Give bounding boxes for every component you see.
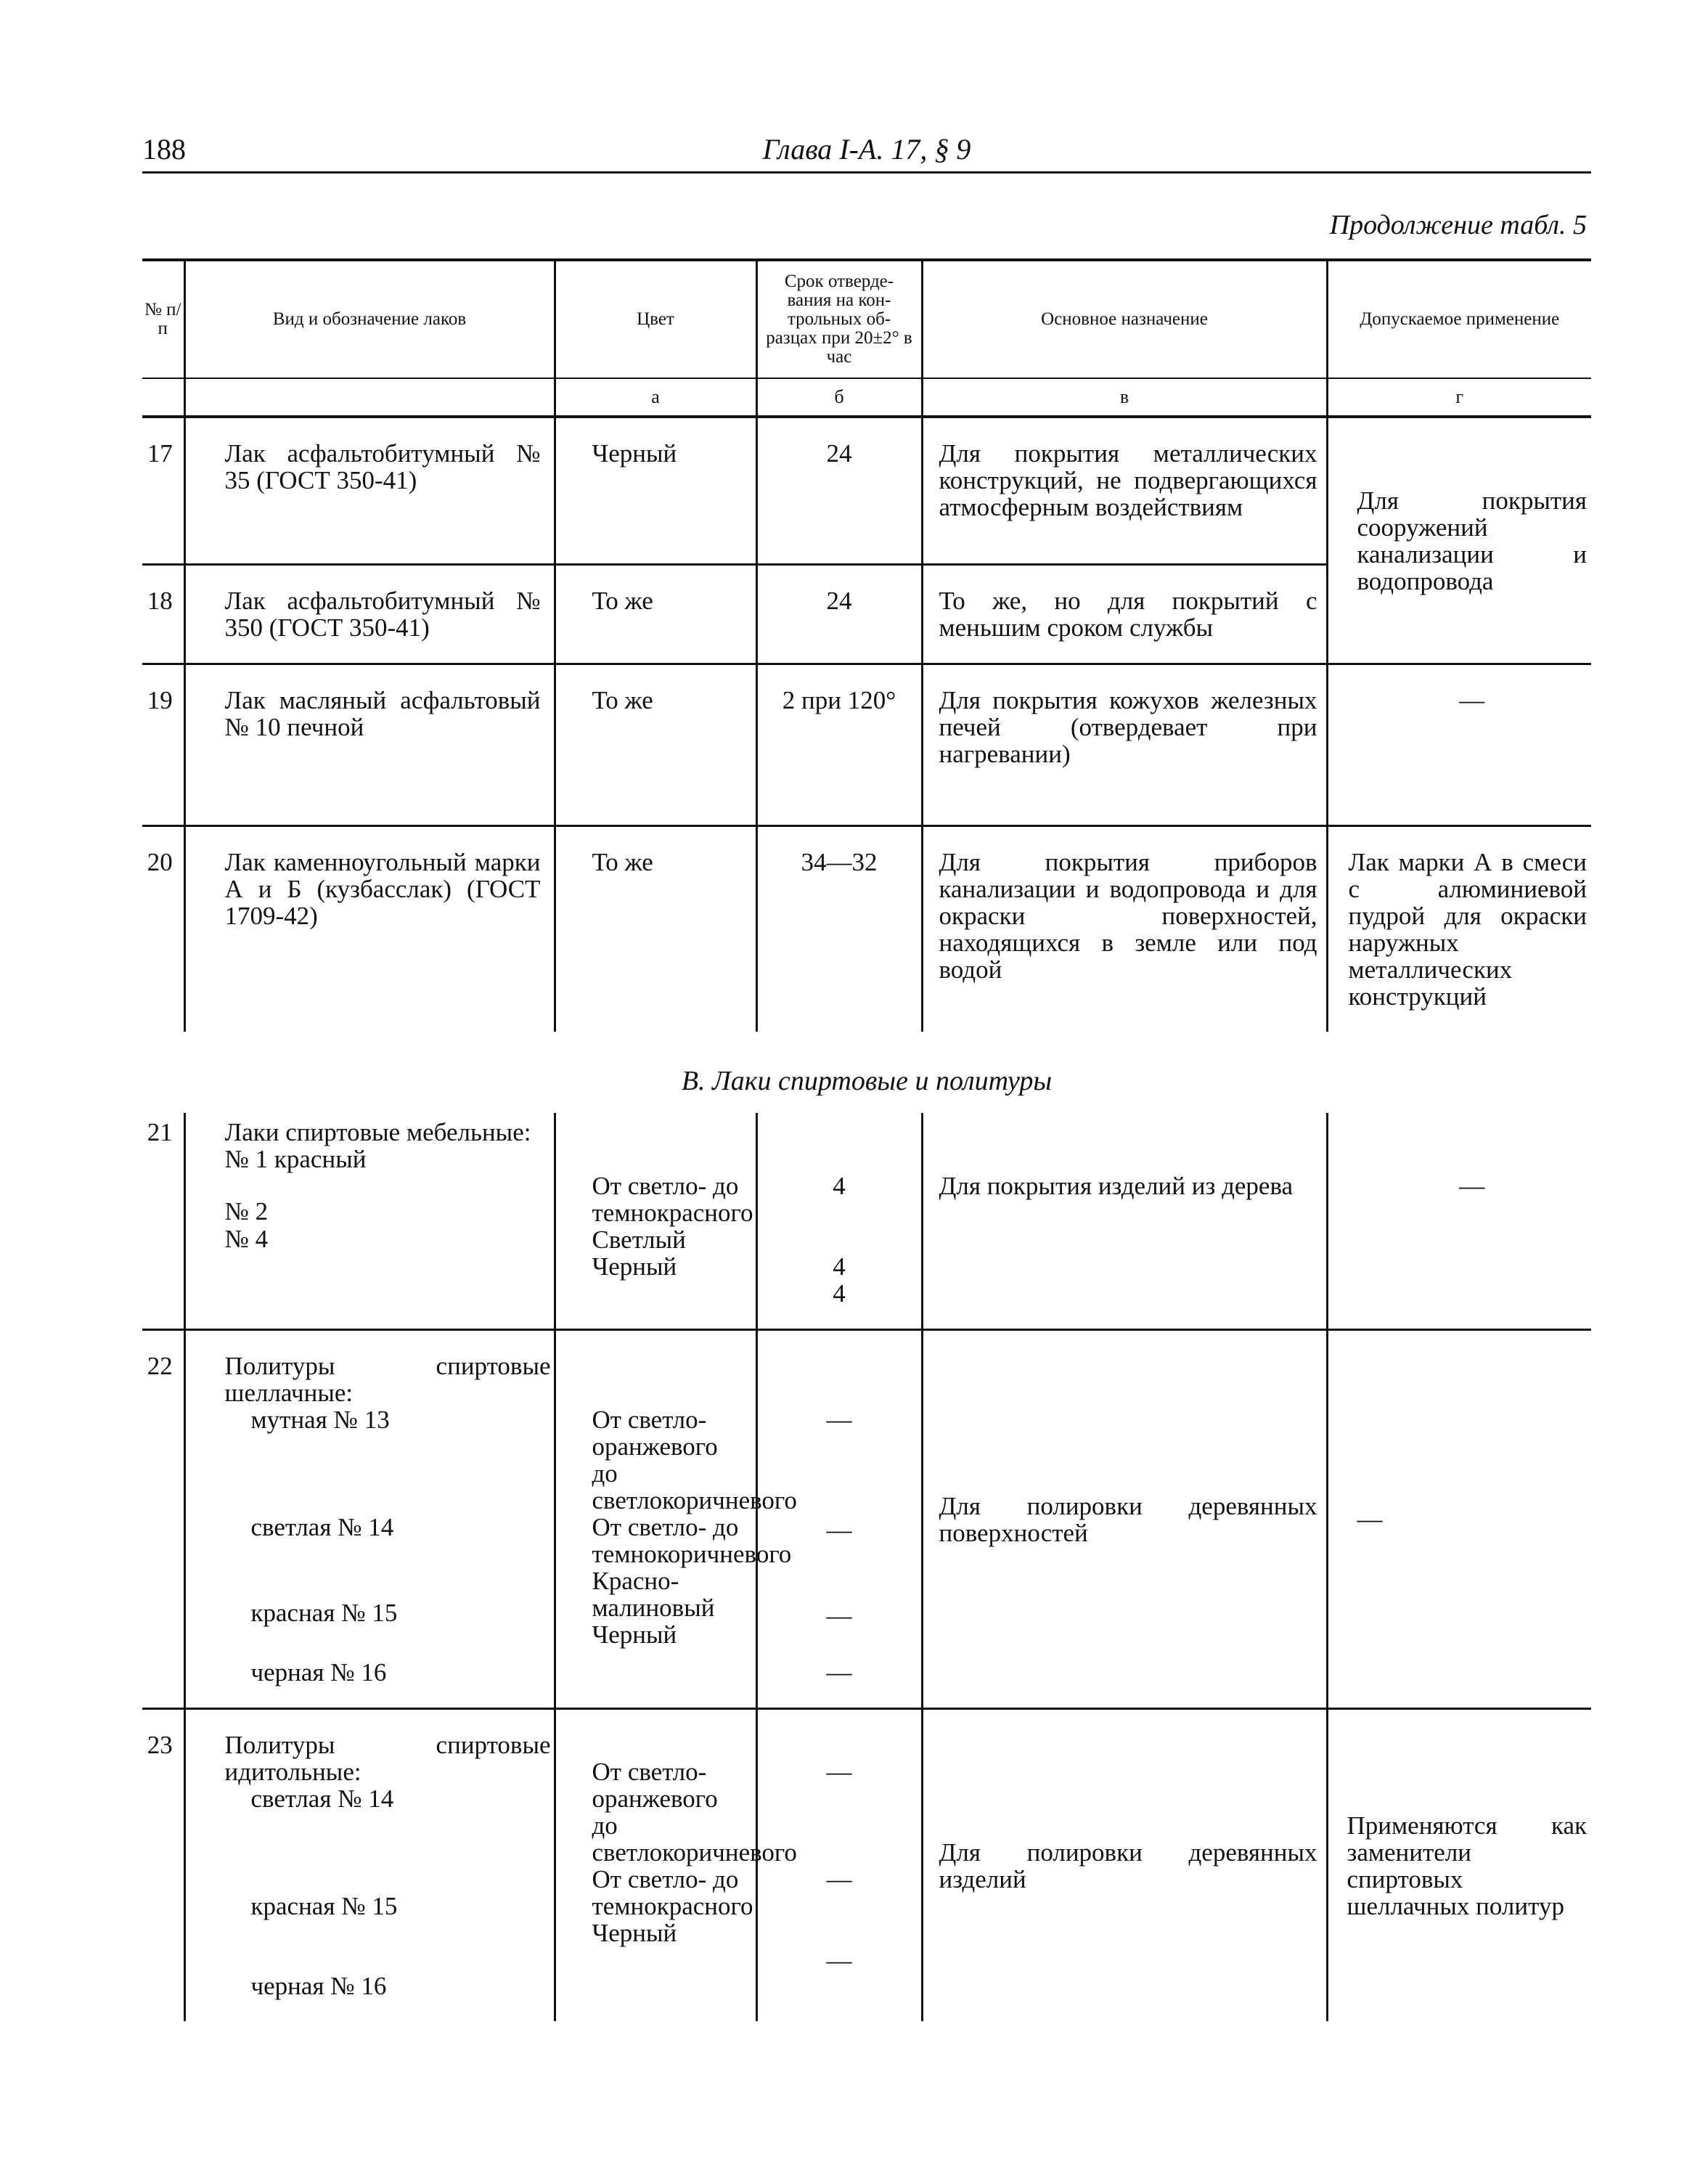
item-color: От светло- до темнокрасного: [592, 1865, 753, 1920]
item-color: От светло- до темнокоричневого: [592, 1513, 792, 1568]
row-number: 19: [147, 686, 173, 714]
row-number: 22: [147, 1352, 173, 1380]
allowed-use: —: [1327, 1113, 1591, 1330]
allowed-use: Для покрытия сооружений канализации и водопровода: [1327, 417, 1591, 664]
table-row: [142, 1709, 1591, 2022]
page-number: 188: [142, 133, 186, 166]
item-color: Черный: [592, 1620, 677, 1649]
header-name: Вид и обозначение лаков: [184, 260, 555, 378]
varnish-name: Лак каменноугольный марки А и Б (кузбасслак) (ГОСТ 1709-42): [184, 826, 555, 1032]
main-purpose: Для покрытия кожухов железных печей (отвердевает при нагревании): [922, 664, 1327, 826]
item-time: —: [826, 1865, 852, 1893]
varnish-name: Лак масляный асфальтовый № 10 печной: [184, 664, 555, 826]
curing-time: 24: [756, 565, 922, 664]
item-time: 4: [833, 1279, 846, 1308]
main-purpose: Для полировки деревянных поверхностей: [922, 1330, 1327, 1709]
header-color: Цвет: [555, 260, 756, 378]
row-number: 20: [147, 848, 173, 876]
item-time: 4: [833, 1172, 846, 1200]
item-color: От светло- оранжевого до светлокоричневого: [592, 1758, 797, 1867]
varnish-name: Лак асфальтобитумный № 35 (ГОСТ 350-41): [184, 417, 555, 565]
table-header-row: [142, 260, 1591, 378]
varnish-name-cell: [184, 1330, 555, 1709]
main-purpose: Для покрытия изделий из дерева: [922, 1113, 1327, 1330]
item-name: черная № 16: [250, 1658, 387, 1686]
varnish-color: То же: [555, 826, 756, 1032]
color-cell: [555, 1113, 756, 1330]
header-allowed-use: Допускаемое применение: [1327, 260, 1591, 378]
chapter-title: Глава I-А. 17, § 9: [762, 133, 971, 166]
item-time: —: [826, 1516, 852, 1544]
color-cell: [555, 1709, 797, 2022]
allowed-use: —: [1327, 664, 1591, 826]
item-color: От светло- до темнокрасного: [592, 1172, 753, 1227]
main-purpose: Для покрытия металлических конструкций, не подвергающихся атмосферным воздействиям: [922, 417, 1327, 565]
letter-a: а: [555, 378, 756, 417]
varnish-name-cell: [184, 1709, 555, 2022]
table-continuation-label: Продолжение табл. 5: [1329, 210, 1587, 240]
varnish-color: То же: [555, 565, 756, 664]
lacquer-table: [142, 258, 1591, 2021]
section-title: В. Лаки спиртовые и политуры: [681, 1066, 1053, 1096]
item-time: —: [826, 1602, 852, 1630]
allowed-use: —: [1327, 1330, 1591, 1709]
item-name: красная № 15: [250, 1892, 398, 1920]
item-color: Черный: [592, 1919, 677, 1947]
document-page: [142, 123, 1591, 2021]
item-color: От светло- оранжевого до светлокоричневого: [592, 1406, 797, 1514]
time-cell: [756, 1330, 922, 1709]
row-number: 18: [147, 587, 173, 615]
table-row: [142, 417, 1591, 565]
item-color: Светлый: [592, 1225, 686, 1254]
time-cell: [756, 1113, 922, 1330]
item-time: —: [826, 1658, 852, 1686]
row-number: 17: [147, 439, 173, 468]
table-row: [142, 664, 1591, 826]
item-color: Черный: [592, 1252, 677, 1281]
item-name: № 1 красный: [224, 1145, 367, 1173]
letter-b: б: [756, 378, 922, 417]
item-name: № 4: [224, 1225, 269, 1253]
header-num: № п/п: [144, 300, 181, 338]
item-time: —: [826, 1758, 852, 1786]
item-color: Красно-малиновый: [592, 1567, 715, 1622]
item-name: № 2: [224, 1197, 269, 1225]
header-curing-time: Срок отверде- вания на кон- трольных об- разцах при 20±2° в час: [756, 260, 922, 378]
curing-time: 24: [756, 417, 922, 565]
section-title-row: [142, 1032, 1591, 1113]
varnish-name-cell: [184, 1113, 555, 1330]
item-name: мутная № 13: [250, 1406, 390, 1434]
allowed-use: Применяются как заменители спиртовых шеллачных политур: [1327, 1709, 1591, 2022]
item-name: светлая № 14: [250, 1513, 394, 1541]
table-row: [142, 1113, 1591, 1330]
item-time: —: [826, 1946, 852, 1975]
curing-time: 34—32: [756, 826, 922, 1032]
letter-g: г: [1327, 378, 1591, 417]
item-name: черная № 16: [250, 1972, 387, 2000]
row-number: 21: [147, 1118, 173, 1146]
letter-v: в: [922, 378, 1327, 417]
group-title: Политуры спиртовые шеллачные:: [224, 1352, 551, 1407]
group-title: Политуры спиртовые идитольные:: [224, 1731, 551, 1786]
table-row: [142, 1330, 1591, 1709]
main-purpose: Для полировки деревянных изделий: [922, 1709, 1327, 2022]
running-head: [142, 123, 1591, 174]
varnish-color: То же: [555, 664, 756, 826]
row-number: 23: [147, 1731, 173, 1759]
item-time: 4: [833, 1252, 846, 1281]
item-name: красная № 15: [250, 1599, 398, 1627]
table-row: [142, 826, 1591, 1032]
header-rule: [142, 171, 1591, 174]
varnish-name: Лак асфальтобитумный № 350 (ГОСТ 350-41): [184, 565, 555, 664]
allowed-use: Лак марки А в смеси с алюминиевой пудрой для окраски наружных металлических конструкций: [1327, 826, 1591, 1032]
main-purpose: Для покрытия приборов канализации и водопровода и для окраски поверхностей, находящихся в земле или под водой: [922, 826, 1327, 1032]
group-title: Лаки спиртовые мебельные:: [224, 1118, 531, 1146]
varnish-color: Черный: [555, 417, 756, 565]
header-purpose: Основное назначение: [922, 260, 1327, 378]
main-purpose: То же, но для покрытий с меньшим сроком службы: [922, 565, 1327, 664]
curing-time: 2 при 120°: [756, 664, 922, 826]
table-letter-row: [142, 378, 1591, 417]
item-time: —: [826, 1406, 852, 1434]
color-cell: [555, 1330, 797, 1709]
item-name: светлая № 14: [250, 1785, 394, 1813]
